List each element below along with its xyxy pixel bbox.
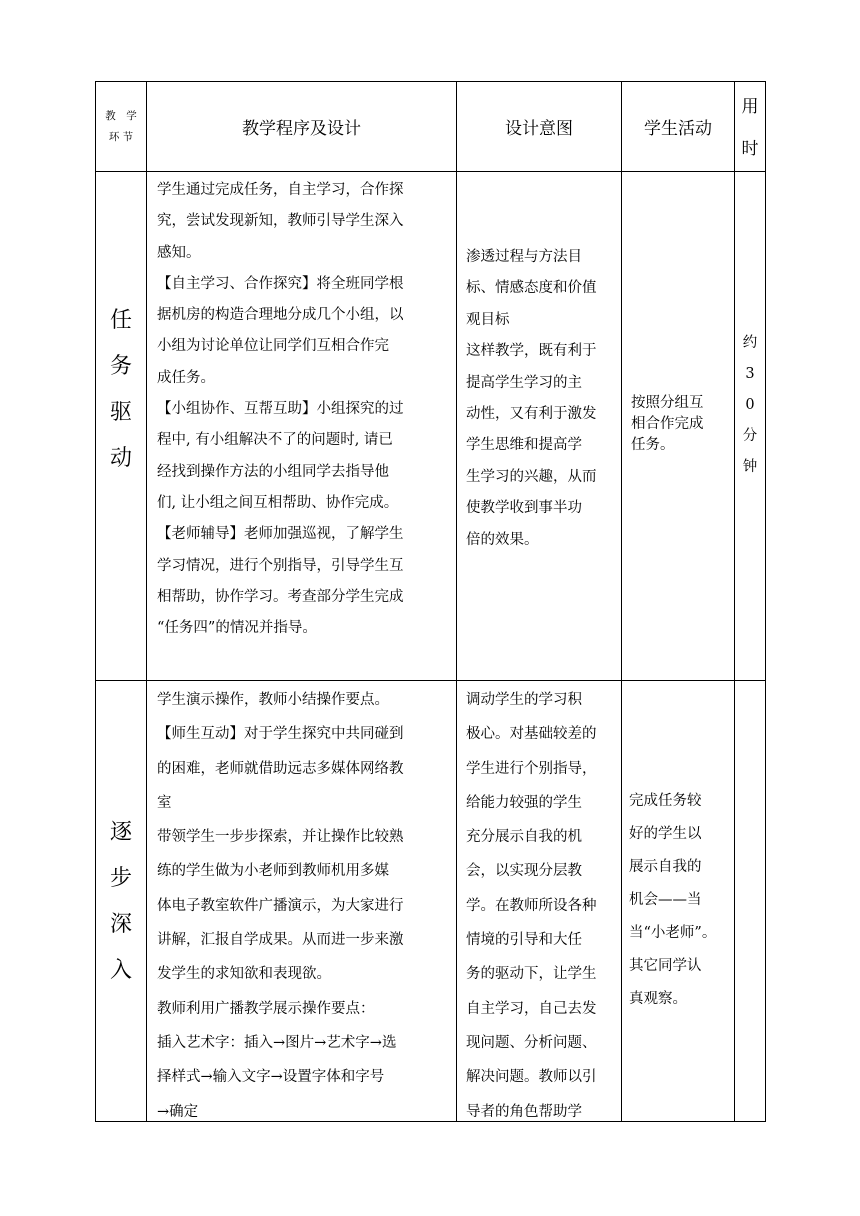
header-stage-bottom: 环 节 xyxy=(108,130,134,143)
text-line: 学生思维和提高学 xyxy=(466,437,582,454)
stage-char: 步 xyxy=(109,866,132,891)
header-time xyxy=(735,86,765,171)
stage-char: 入 xyxy=(109,958,132,983)
stage-char: 驱 xyxy=(109,400,132,425)
row-divider xyxy=(95,680,766,681)
stage-char: 务 xyxy=(109,354,132,379)
text-line: 学生通过完成任务，自主学习，合作探 xyxy=(157,182,404,198)
time-char: 3 xyxy=(745,366,755,382)
time-char: 0 xyxy=(745,397,755,413)
text-line: 带领学生一步步探索，并让操作比较熟 xyxy=(157,829,404,846)
text-line: 学生演示操作，教师小结操作要点。 xyxy=(157,692,389,708)
text-line: 插入艺术字：插入→图片→艺术字→选 xyxy=(157,1034,397,1051)
text-line: 倍的效果。 xyxy=(466,531,539,548)
text-line: 完成任务较 xyxy=(629,793,702,809)
text-line: 这样教学，既有利于 xyxy=(466,343,597,360)
stage-char: 任 xyxy=(109,308,132,333)
text-line: 体电子教室软件广播演示，为大家进行 xyxy=(157,897,404,914)
text-line: 究，尝试发现新知，教师引导学生深入 xyxy=(157,213,404,230)
text-line: 好的学生以 xyxy=(629,826,702,842)
time-char: 分 xyxy=(742,428,758,444)
header-intent: 设计意图 xyxy=(505,119,573,139)
text-line: 给能力较强的学生 xyxy=(466,794,582,811)
text-line: 学习情况，进行个别指导，引导学生互 xyxy=(157,557,404,574)
text-line: 机会——当 xyxy=(629,892,702,908)
text-line: 真观察。 xyxy=(629,991,687,1007)
header-stage-top: 教 学 xyxy=(105,109,137,122)
text-line: 情境的引导和大任 xyxy=(466,932,582,949)
text-line: 动性，又有利于激发 xyxy=(466,406,597,423)
col-divider-3 xyxy=(621,81,622,1122)
intent-text-row1 xyxy=(466,242,621,572)
text-line: 室 xyxy=(157,794,172,811)
text-line: 标、情感态度和价值 xyxy=(466,280,597,297)
text-line: 解决问题。教师以引 xyxy=(466,1069,597,1086)
col-divider-2 xyxy=(456,81,457,1122)
text-line: 按照分组互 xyxy=(631,395,704,411)
text-line: 任务。 xyxy=(631,437,675,453)
text-line: 相合作完成 xyxy=(631,416,704,432)
text-line: 的困难，老师就借助远志多媒体网络教 xyxy=(157,760,404,777)
text-line: 学生进行个别指导， xyxy=(466,760,597,777)
text-line: 们, 让小组之间互相帮助、协作完成。 xyxy=(157,494,399,511)
text-line: 经找到操作方法的小组同学去指导他 xyxy=(157,463,389,480)
text-line: →确定 xyxy=(157,1103,199,1120)
text-line: 展示自我的 xyxy=(629,859,702,875)
text-line: 其它同学认 xyxy=(629,958,702,974)
text-line: 渗透过程与方法目 xyxy=(466,249,582,265)
text-line: 会，以实现分层教 xyxy=(466,863,582,880)
text-line: 现问题、分析问题、 xyxy=(466,1034,597,1051)
activity-text-row2 xyxy=(629,785,735,1020)
header-procedure: 教学程序及设计 xyxy=(242,119,361,139)
text-line: 程中, 有小组解决不了的问题时, 请已 xyxy=(157,432,393,449)
procedure-text-row2 xyxy=(157,683,455,1120)
text-line: 自主学习，自己去发 xyxy=(466,1000,597,1017)
text-line: 择样式→输入文字→设置字体和字号 xyxy=(157,1069,385,1086)
text-line: 相帮助，协作学习。考查部分学生完成 xyxy=(157,588,404,605)
header-stage xyxy=(96,82,146,171)
text-line: 当“小老师”。 xyxy=(629,925,717,941)
text-line: 小组为讨论单位让同学们互相合作完 xyxy=(157,338,389,355)
table-border-bottom xyxy=(95,1121,766,1122)
text-line: 使教学收到事半功 xyxy=(466,500,582,517)
activity-text-row1 xyxy=(631,393,734,473)
text-line: 发学生的求知欲和表现欲。 xyxy=(157,966,331,983)
text-line: 导者的角色帮助学 xyxy=(466,1103,582,1120)
text-line: “任务四”的情况并指导。 xyxy=(157,620,317,637)
stage-char: 动 xyxy=(109,446,132,471)
text-line: 据机房的构造合理地分成几个小组，以 xyxy=(157,307,404,324)
time-char: 约 xyxy=(742,335,758,351)
time-char: 钟 xyxy=(742,459,758,475)
stage-task-driven xyxy=(96,298,146,478)
text-line: 提高学生学习的主 xyxy=(466,374,582,391)
stage-char: 深 xyxy=(109,912,132,937)
header-time-char: 用 xyxy=(741,97,759,117)
text-line: 务的驱动下，让学生 xyxy=(466,966,597,983)
text-line: 【小组协作、互帮互助】小组探究的过 xyxy=(157,401,404,418)
text-line: 极心。对基础较差的 xyxy=(466,726,597,743)
text-line: 讲解，汇报自学成果。从而进一步来激 xyxy=(157,932,404,949)
stage-step-by-step xyxy=(96,810,146,995)
text-line: 成任务。 xyxy=(157,369,215,386)
text-line: 练的学生做为小老师到教师机用多媒 xyxy=(157,863,389,880)
text-line: 【自主学习、合作探究】将全班同学根 xyxy=(157,275,404,292)
time-text-row1 xyxy=(735,328,765,488)
col-border-right xyxy=(765,81,766,1122)
text-line: 充分展示自我的机 xyxy=(466,829,582,846)
text-line: 教师利用广播教学展示操作要点： xyxy=(157,1000,375,1017)
header-divider xyxy=(95,171,766,172)
text-line: 感知。 xyxy=(157,244,201,261)
text-line: 学。在教师所设各种 xyxy=(466,897,597,914)
procedure-text-row1 xyxy=(157,175,455,680)
header-time-char: 时 xyxy=(741,139,759,159)
stage-char: 逐 xyxy=(109,820,132,845)
text-line: 调动学生的学习积 xyxy=(466,692,582,708)
intent-text-row2 xyxy=(466,683,621,1120)
text-line: 【师生互动】对于学生探究中共同碰到 xyxy=(157,726,404,743)
header-activity: 学生活动 xyxy=(644,119,712,139)
text-line: 【老师辅导】老师加强巡视，了解学生 xyxy=(157,526,404,543)
col-divider-1 xyxy=(146,81,147,1122)
text-line: 观目标 xyxy=(466,311,510,328)
text-line: 生学习的兴趣，从而 xyxy=(466,468,597,485)
